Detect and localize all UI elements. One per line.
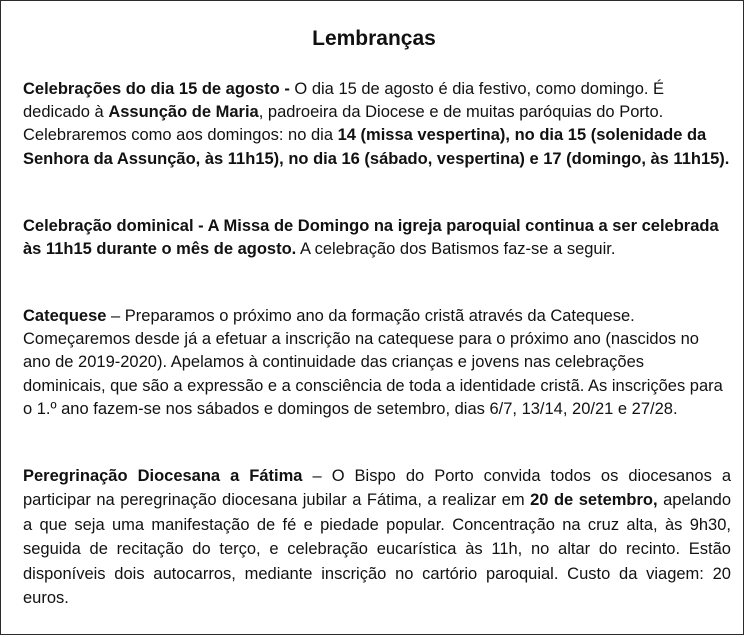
section-emphasis: 20 de setembro,	[530, 491, 658, 510]
section-catechesis	[23, 305, 731, 421]
section-heading: Celebrações do dia 15 de agosto -	[23, 80, 295, 98]
section-feast-august-15	[23, 78, 731, 171]
section-text: A celebração dos Batismos faz-se a seguir.	[296, 240, 616, 259]
section-text: O dia 15 de agosto é dia festivo, como domingo. É dedicado à	[23, 80, 665, 122]
section-emphasis: 14 (missa vespertina), no dia 15 (solenidade da Senhora da Assunção, às 11h15), no dia 16 (sábado, vespertina) e 17 (domingo, às 11h15).	[23, 126, 730, 168]
section-heading: Celebração dominical - A Missa de Domingo na igreja paroquial continua a ser celebrada às 11h15 durante o mês de agosto.	[23, 217, 719, 259]
page-title: Lembranças	[312, 27, 436, 50]
section-text: – O Bispo do Porto convida todos os diocesanos a participar na peregrinação diocesana jubilar a Fátima, a realizar em	[23, 467, 732, 510]
section-sunday-celebration	[23, 215, 731, 261]
section-text: , padroeira da Diocese e de muitas paróquias do Porto. Celebraremos como aos domingos: no dia	[23, 103, 664, 145]
section-emphasis: Assunção de Maria	[108, 103, 259, 122]
section-heading: Catequese	[23, 307, 107, 325]
section-text: apelando a que seja uma manifestação de fé e piedade popular. Concentração na cruz alta, às 9h30, seguida de recitação do terço, e celebração eucarística às 11h, no altar do recinto. Estão disponíveis dois autocarros, mediante inscrição no cartório paroquial. Custo da viagem: 20 euros.	[23, 491, 731, 608]
section-fatima-pilgrimage	[23, 464, 731, 610]
section-heading: Peregrinação Diocesana a Fátima	[23, 467, 303, 485]
section-text: – Preparamos o próximo ano da formação cristã através da Catequese. Começaremos desde já a efetuar a inscrição na catequese para o próximo ano (nascidos no ano de 2019-2020). Apelamos à continuidade das crianças e jovens nas celebrações dominicais, que são a expressão e a consciência de toda a identidade cristã. As inscrições para o 1.º ano fazem-se nos sábados e domingos de setembro, dias 6/7, 13/14, 20/21 e 27/28.	[23, 307, 723, 418]
